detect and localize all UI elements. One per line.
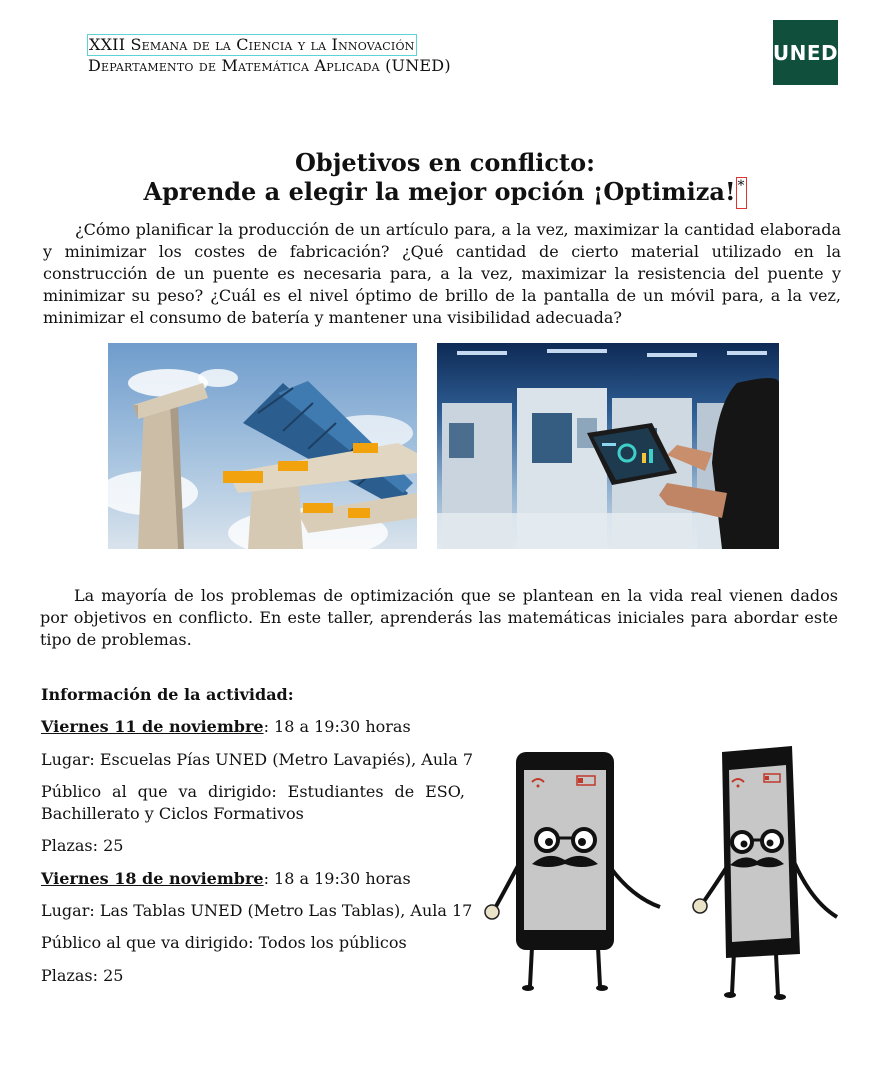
session1-seats: Plazas: 25 [41,836,124,855]
phone-character-right-icon [693,746,837,1000]
phone-characters-icon [482,742,842,1004]
header-event-title: XXII Semana de la Ciencia y la Innovación [89,35,415,54]
session2-date-line [41,868,411,890]
session1-audience: Público al que va dirigido: Estudiantes de ESO, Bachillerato y Ciclos Formativos [41,782,465,823]
page-title-line1: Objetivos en conflicto: [295,148,595,177]
header-department: Departamento de Matemática Aplicada (UNED) [88,56,451,75]
activity-info-heading: Información de la actividad: [41,685,294,704]
session1-place: Lugar: Escuelas Pías UNED (Metro Lavapiés), Aula 7 [41,750,474,769]
bridge-construction-icon [108,343,417,549]
session1-date: Viernes 11 de noviembre [41,717,264,736]
body-paragraph: La mayoría de los problemas de optimización que se plantean en la vida real vienen dados por objetivos en conflicto. En este taller, aprenderás las matemáticas iniciales para abordar este tipo de problemas. [40,586,838,649]
session2-place: Lugar: Las Tablas UNED (Metro Las Tablas), Aula 17 [41,901,473,920]
intro-paragraph: ¿Cómo planificar la producción de un artículo para, a la vez, maximizar la cantidad elaborada y minimizar los costes de fabricación? ¿Qué cantidad de cierto material utilizado en la construcción de un puente es necesaria para, a la vez, maximizar la resistencia del puente y minimizar su peso? ¿Cuál es el nivel óptimo de brillo de la pantalla de un móvil para, a la vez, minimizar el consumo de batería y mantener una visibilidad adecuada? [43,220,841,327]
factory-tablet-photo [437,343,779,549]
session2-date: Viernes 18 de noviembre [41,869,264,888]
session2-time: : 18 a 19:30 horas [263,869,411,888]
session2-seats: Plazas: 25 [41,966,124,985]
page-title-line2-text: Aprende a elegir la mejor opción ¡Optimiza! [143,177,736,206]
page-title-line2 [0,177,890,209]
footnote-link[interactable]: * [736,177,747,209]
factory-tablet-icon [437,343,779,549]
cartoon-phones-illustration [482,742,842,1004]
uned-logo-text: UNED [772,40,839,65]
bridge-construction-photo [108,343,417,549]
phone-character-left-icon [485,752,660,991]
session1-date-line [41,716,411,738]
uned-logo [773,20,838,85]
session2-audience: Público al que va dirigido: Todos los públicos [41,933,407,952]
session1-time: : 18 a 19:30 horas [263,717,411,736]
